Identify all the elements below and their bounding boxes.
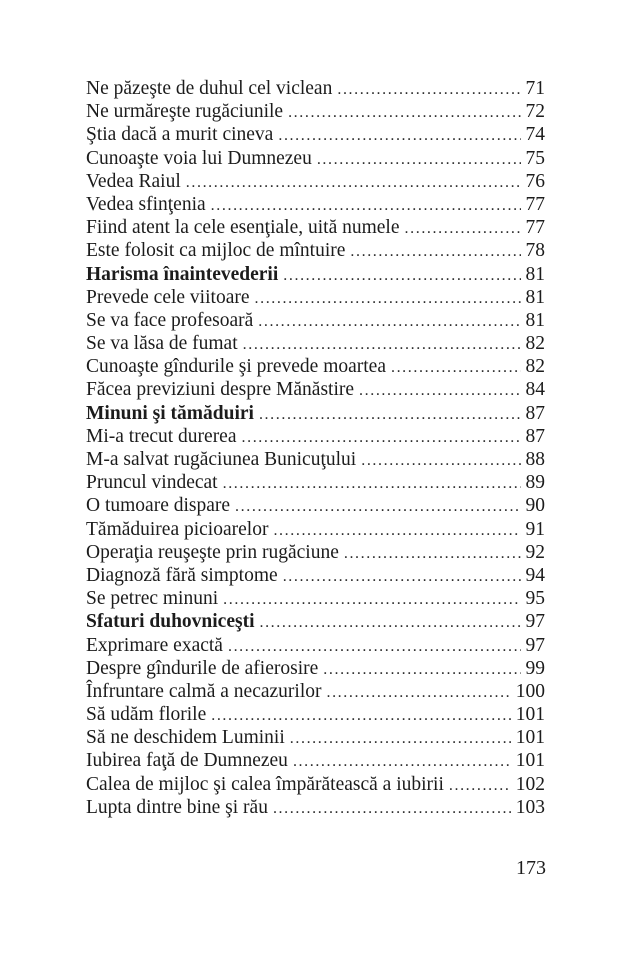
toc-entry-page: 72 — [525, 101, 545, 123]
toc-entry — [86, 773, 545, 796]
toc-entry — [86, 796, 545, 819]
toc-entry-title: Vedea sfinţenia — [86, 193, 206, 215]
dot-leader — [211, 194, 521, 217]
dot-leader — [223, 588, 520, 611]
toc-entry-page: 82 — [525, 333, 545, 355]
toc-entry-title: Calea de mijloc şi calea împărătească a iubirii — [86, 773, 444, 795]
toc-entry-title: Exprimare exactă — [86, 634, 223, 656]
dot-leader — [242, 426, 521, 449]
dot-leader — [273, 797, 511, 820]
toc-entry-title: Operaţia reuşeşte prin rugăciune — [86, 541, 339, 563]
toc-entry — [86, 494, 545, 517]
toc-entry-page: 89 — [525, 472, 545, 494]
toc-entry-title: Lupta dintre bine şi rău — [86, 796, 268, 818]
toc-entry — [86, 239, 545, 262]
dot-leader — [293, 750, 511, 773]
dot-leader — [449, 774, 511, 797]
toc-entry-title: Să ne deschidem Luminii — [86, 727, 285, 749]
toc-entry-title: Cunoaşte voia lui Dumnezeu — [86, 147, 312, 169]
dot-leader — [259, 611, 520, 634]
dot-leader — [361, 449, 520, 472]
toc-entry-title: M-a salvat rugăciunea Bunicuţului — [86, 449, 357, 470]
toc-entry-page: 94 — [525, 564, 545, 586]
toc-entry-page: 97 — [525, 611, 545, 633]
table-of-contents — [86, 77, 545, 819]
dot-leader — [255, 287, 521, 310]
toc-entry-title: Pruncul vindecat — [86, 472, 218, 494]
toc-entry-page: 97 — [525, 634, 545, 656]
toc-entry — [86, 703, 545, 726]
toc-entry-title: Să udăm florile — [86, 704, 207, 726]
toc-entry-title: Ne urmăreşte rugăciunile — [86, 101, 284, 123]
toc-entry — [86, 657, 545, 680]
toc-entry-title: Este folosit ca mijloc de mîntuire — [86, 240, 346, 262]
dot-leader — [186, 171, 521, 194]
dot-leader — [235, 495, 520, 518]
dot-leader — [288, 101, 520, 124]
toc-entry — [86, 749, 545, 772]
toc-entry — [86, 680, 545, 703]
toc-entry-page: 102 — [515, 773, 545, 795]
toc-entry — [86, 263, 545, 286]
toc-entry — [86, 170, 545, 193]
dot-leader — [228, 635, 521, 658]
toc-entry-page: 101 — [515, 727, 545, 749]
dot-leader — [278, 124, 520, 147]
toc-entry — [86, 425, 545, 448]
toc-entry-title: Ne păzeşte de duhul cel viclean — [86, 78, 333, 99]
dot-leader — [283, 565, 521, 588]
toc-entry-title: Fiind atent la cele esenţiale, uită numele — [86, 217, 400, 239]
toc-entry — [86, 610, 545, 633]
toc-entry-page: 81 — [525, 286, 545, 308]
toc-entry-page: 74 — [525, 124, 545, 146]
toc-entry-title: Iubirea faţă de Dumnezeu — [86, 750, 288, 772]
toc-entry-title: Despre gîndurile de afierosire — [86, 657, 319, 679]
dot-leader — [211, 704, 511, 727]
dot-leader — [223, 472, 521, 495]
toc-entry-title: Ştia dacă a murit cineva — [86, 124, 274, 146]
toc-entry — [86, 378, 545, 401]
dot-leader — [259, 403, 521, 426]
toc-entry-page: 75 — [525, 147, 545, 169]
dot-leader — [243, 333, 521, 356]
toc-entry-page: 100 — [515, 680, 545, 702]
toc-entry-title: Mi-a trecut durerea — [86, 425, 237, 447]
dot-leader — [283, 264, 520, 287]
toc-entry — [86, 286, 545, 309]
toc-entry — [86, 147, 545, 170]
dot-leader — [344, 542, 521, 565]
toc-entry — [86, 100, 545, 123]
toc-entry-title: Făcea previziuni despre Mănăstire — [86, 379, 355, 401]
toc-entry-page: 103 — [515, 796, 545, 818]
toc-entry — [86, 355, 545, 378]
toc-entry-page: 87 — [525, 425, 545, 447]
toc-entry-page: 81 — [525, 309, 545, 331]
dot-leader — [350, 240, 520, 263]
toc-entry — [86, 634, 545, 657]
toc-entry-page: 91 — [525, 518, 545, 540]
toc-entry — [86, 448, 545, 471]
toc-entry-title: Se petrec minuni — [86, 588, 219, 610]
toc-entry-page: 81 — [525, 263, 545, 285]
toc-entry — [86, 309, 545, 332]
dot-leader — [317, 148, 521, 171]
dot-leader — [323, 658, 520, 681]
toc-entry-title: Se va face profesoară — [86, 309, 254, 331]
toc-entry — [86, 402, 545, 425]
page-number: 173 — [516, 857, 546, 879]
toc-entry — [86, 587, 545, 610]
toc-entry-title: Tămăduirea picioarelor — [86, 518, 269, 540]
toc-entry-page: 84 — [525, 379, 545, 401]
dot-leader — [337, 78, 520, 101]
dot-leader — [258, 310, 520, 333]
toc-entry — [86, 471, 545, 494]
toc-entry-page: 87 — [525, 402, 545, 424]
toc-entry-page: 92 — [525, 541, 545, 563]
dot-leader — [273, 519, 520, 542]
toc-entry-title: O tumoare dispare — [86, 495, 231, 517]
toc-entry-page: 82 — [525, 356, 545, 378]
toc-entry-title: Vedea Raiul — [86, 170, 181, 192]
toc-entry — [86, 541, 545, 564]
toc-section-heading: Minuni şi tămăduiri — [86, 402, 254, 424]
toc-entry-page: 78 — [525, 240, 545, 262]
dot-leader — [359, 379, 520, 402]
toc-entry — [86, 193, 545, 216]
toc-entry-page: 77 — [525, 193, 545, 215]
dot-leader — [405, 217, 521, 240]
toc-entry-page: 76 — [525, 170, 545, 192]
dot-leader — [326, 681, 510, 704]
toc-entry-page: 71 — [525, 78, 545, 99]
toc-section-heading: Sfaturi duhovniceşti — [86, 611, 255, 633]
toc-entry-page: 90 — [525, 495, 545, 517]
dot-leader — [391, 356, 521, 379]
toc-entry-page: 95 — [525, 588, 545, 610]
toc-entry — [86, 564, 545, 587]
toc-entry — [86, 216, 545, 239]
toc-entry-title: Diagnoză fără simptome — [86, 564, 278, 586]
toc-section-heading: Harisma înaintevederii — [86, 263, 279, 285]
toc-entry — [86, 77, 545, 100]
toc-entry-page: 101 — [515, 704, 545, 726]
toc-entry — [86, 726, 545, 749]
toc-entry-title: Cunoaşte gîndurile şi prevede moartea — [86, 356, 386, 378]
toc-entry-title: Înfruntare calmă a necazurilor — [86, 680, 322, 702]
toc-entry-page: 77 — [525, 217, 545, 239]
toc-entry-page: 88 — [525, 449, 545, 470]
toc-entry — [86, 332, 545, 355]
toc-entry — [86, 123, 545, 146]
toc-entry-page: 101 — [515, 750, 545, 772]
toc-entry-title: Se va lăsa de fumat — [86, 333, 238, 355]
toc-entry-page: 99 — [525, 657, 545, 679]
toc-entry-title: Prevede cele viitoare — [86, 286, 250, 308]
dot-leader — [290, 727, 511, 750]
toc-entry — [86, 518, 545, 541]
